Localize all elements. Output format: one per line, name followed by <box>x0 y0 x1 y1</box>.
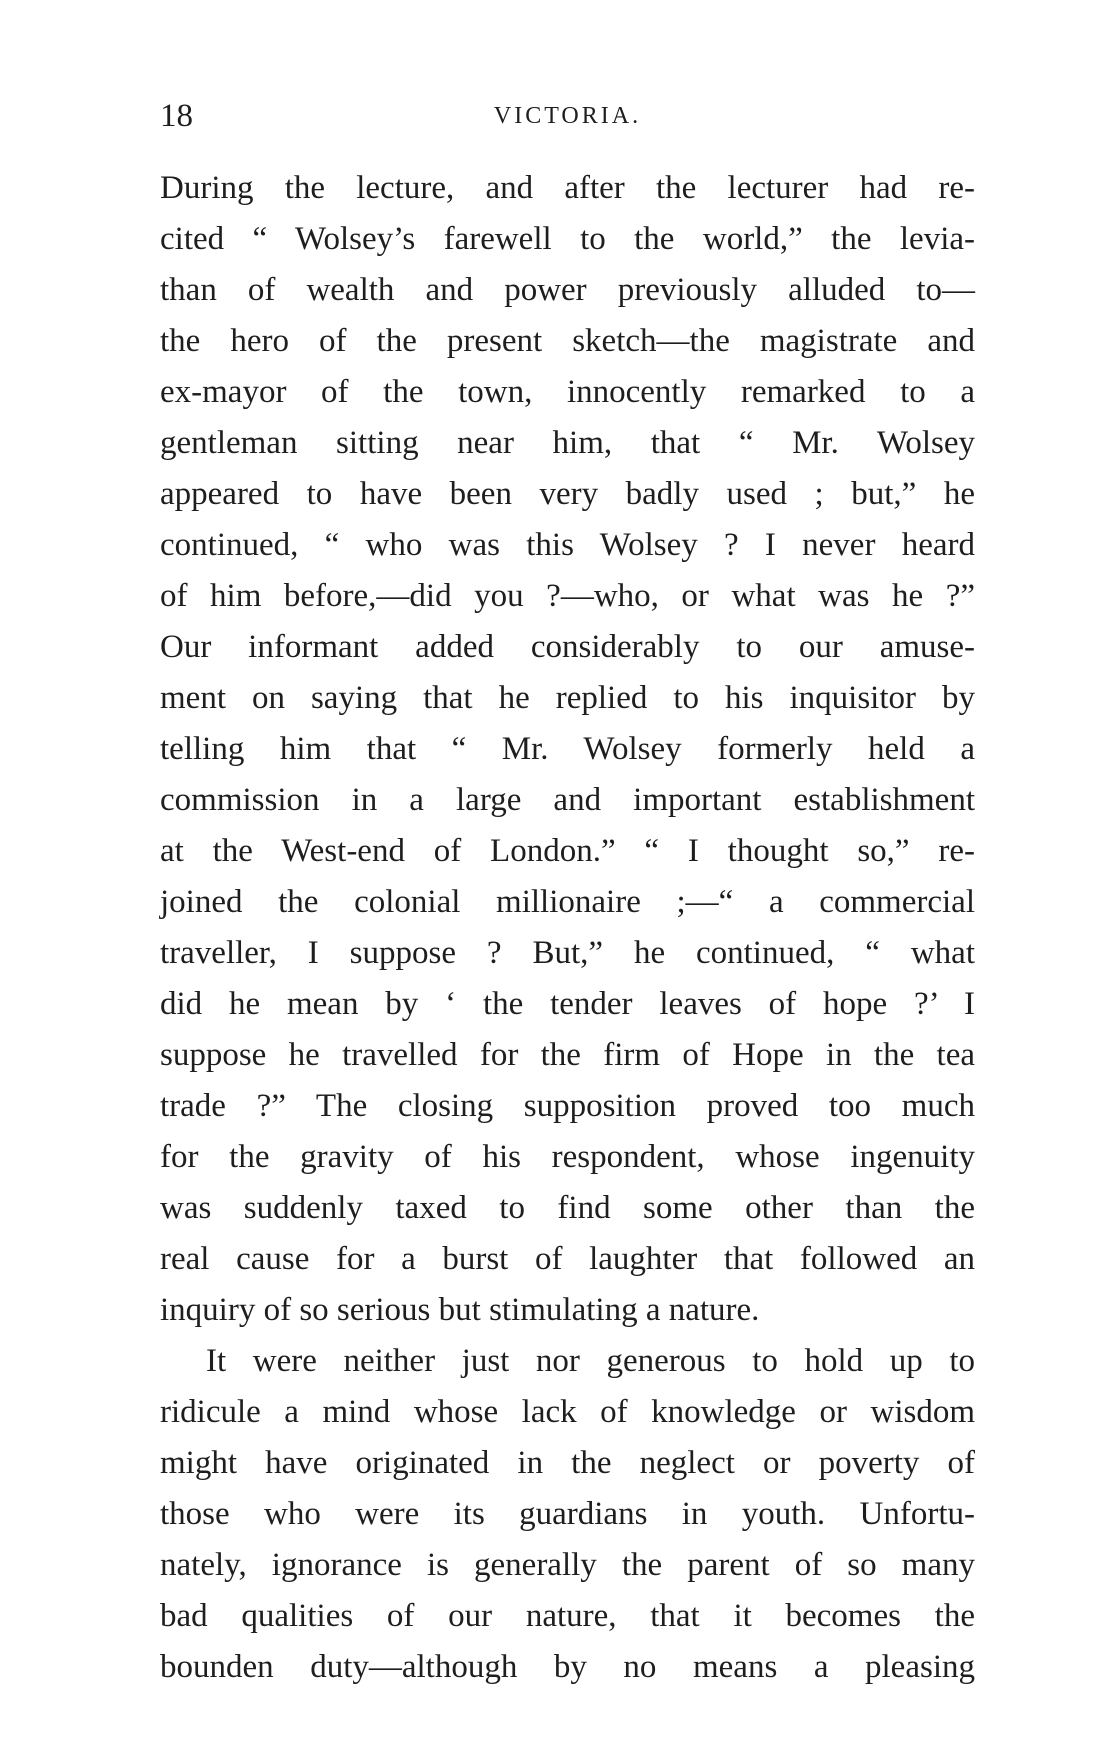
text-line: at the West-end of London.” “ I thought so,” re- <box>160 833 975 869</box>
text-line: bounden duty—although by no means a pleasing <box>160 1649 975 1685</box>
text-line: telling him that “ Mr. Wolsey formerly held a <box>160 731 975 767</box>
text-line: trade ?” The closing supposition proved too much <box>160 1088 975 1124</box>
text-line: cited “ Wolsey’s farewell to the world,” the levia- <box>160 221 975 257</box>
text-line: Our informant added considerably to our amuse- <box>160 629 975 665</box>
body-text <box>160 163 975 1693</box>
text-line: continued, “ who was this Wolsey ? I never heard <box>160 527 975 563</box>
text-line: nately, ignorance is generally the parent of so many <box>160 1547 975 1583</box>
text-line: was suddenly taxed to find some other than the <box>160 1190 975 1226</box>
text-line: those who were its guardians in youth. Unfortu- <box>160 1496 975 1532</box>
text-line: the hero of the present sketch—the magistrate and <box>160 323 975 359</box>
text-line: suppose he travelled for the firm of Hope in the tea <box>160 1037 975 1073</box>
text-line: During the lecture, and after the lecturer had re- <box>160 170 975 206</box>
text-line: traveller, I suppose ? But,” he continued, “ what <box>160 935 975 971</box>
text-line: did he mean by ‘ the tender leaves of hope ?’ I <box>160 986 975 1022</box>
text-line: ment on saying that he replied to his inquisitor by <box>160 680 975 716</box>
text-line: than of wealth and power previously alluded to— <box>160 272 975 308</box>
text-line: bad qualities of our nature, that it becomes the <box>160 1598 975 1634</box>
page-number: 18 <box>160 98 193 134</box>
text-line: might have originated in the neglect or poverty of <box>160 1445 975 1481</box>
text-line: joined the colonial millionaire ;—“ a commercial <box>160 884 975 920</box>
text-line: appeared to have been very badly used ; but,” he <box>160 476 975 512</box>
text-line: real cause for a burst of laughter that followed an <box>160 1241 975 1277</box>
page-header <box>160 96 975 136</box>
text-line: for the gravity of his respondent, whose ingenuity <box>160 1139 975 1175</box>
text-line: ridicule a mind whose lack of knowledge or wisdom <box>160 1394 975 1430</box>
paragraph-start-line: It were neither just nor generous to hold up to <box>206 1343 975 1379</box>
text-line: gentleman sitting near him, that “ Mr. Wolsey <box>160 425 975 461</box>
text-line: of him before,—did you ?—who, or what was he ?” <box>160 578 975 614</box>
running-title: VICTORIA. <box>493 103 642 129</box>
text-line: commission in a large and important establishment <box>160 782 975 818</box>
paragraph-end-line: inquiry of so serious but stimulating a nature. <box>160 1292 760 1328</box>
text-line: ex-mayor of the town, innocently remarked to a <box>160 374 975 410</box>
